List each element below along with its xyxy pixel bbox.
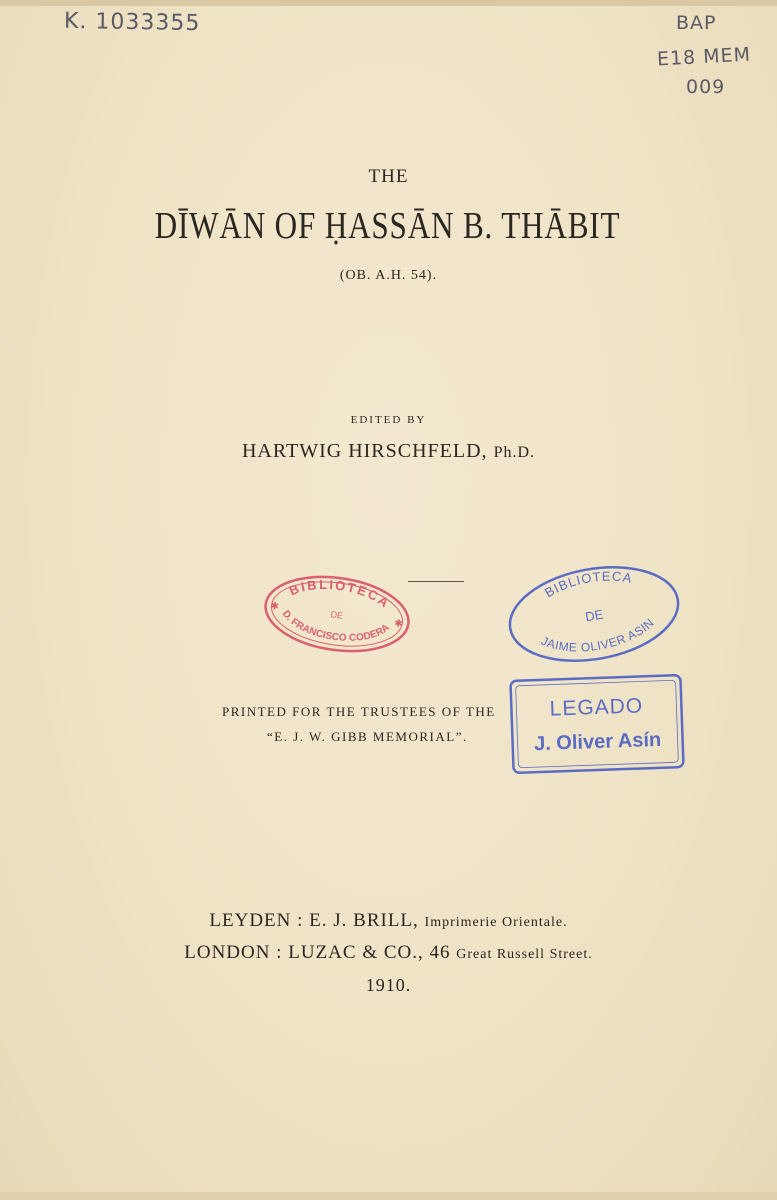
codera-stamp-text-2: DE — [329, 609, 344, 621]
imprint-london — [0, 942, 777, 964]
publication-year: 1910. — [365, 975, 412, 995]
shelfmark-annotation: K. 1033355 — [63, 8, 201, 37]
legado-stamp-graphic — [510, 675, 683, 773]
call-number-line-2: E18 MEM — [656, 43, 752, 71]
legado-stamp — [504, 668, 690, 780]
oliver-oval-stamp-graphic — [502, 558, 685, 670]
codera-star-left: ✱ — [269, 600, 280, 613]
legado-stamp-text-1: LEGADO — [549, 694, 644, 721]
section-rule — [408, 581, 464, 582]
codera-stamp-text-3: D. FRANCISCO CODERA — [279, 608, 392, 644]
oliver-oval-stamp-text-3: JAIME OLIVER ASIN — [539, 615, 657, 655]
legado-stamp-text-2: J. Oliver Asín — [533, 728, 662, 756]
edited-by-label: EDITED BY — [350, 414, 427, 426]
codera-library-stamp — [258, 570, 416, 658]
editor-name: HARTWIG HIRSCHFELD, — [241, 440, 488, 462]
page-top-edge — [0, 0, 777, 6]
oliver-oval-stamp-text-2: DE — [584, 606, 605, 625]
call-number-line-1: BAP — [676, 12, 717, 34]
imprint-leyden-press: Imprimerie Orientale. — [424, 915, 568, 930]
oliver-oval-stamp-text-1: BIBLIOTECA — [542, 568, 634, 601]
imprint-leyden — [0, 910, 777, 932]
imprint-leyden-publisher: LEYDEN : E. J. BRILL, — [209, 910, 419, 931]
codera-stamp-graphic — [261, 570, 414, 658]
imprint-london-street: Great Russell Street. — [456, 947, 593, 962]
obit-date: (OB. A.H. 54). — [339, 268, 438, 283]
printed-for-line: PRINTED FOR THE TRUSTEES OF THE — [222, 704, 496, 719]
title-article: THE — [368, 166, 409, 187]
gibb-memorial-line: “E. J. W. GIBB MEMORIAL”. — [267, 729, 468, 744]
editor-degree: Ph.D. — [493, 444, 536, 461]
codera-star-right: ✱ — [393, 618, 404, 631]
codera-stamp-text-1: BIBLIOTECA — [286, 577, 394, 612]
call-number-line-3: 009 — [686, 76, 726, 98]
book-title: DĪWĀN OF ḤASSĀN B. THĀBIT — [154, 205, 621, 247]
imprint-london-publisher: LONDON : LUZAC & CO., 46 — [184, 942, 451, 963]
editor-line — [0, 440, 777, 463]
oliver-asin-oval-stamp — [501, 558, 687, 670]
page-bottom-edge — [0, 1192, 777, 1200]
